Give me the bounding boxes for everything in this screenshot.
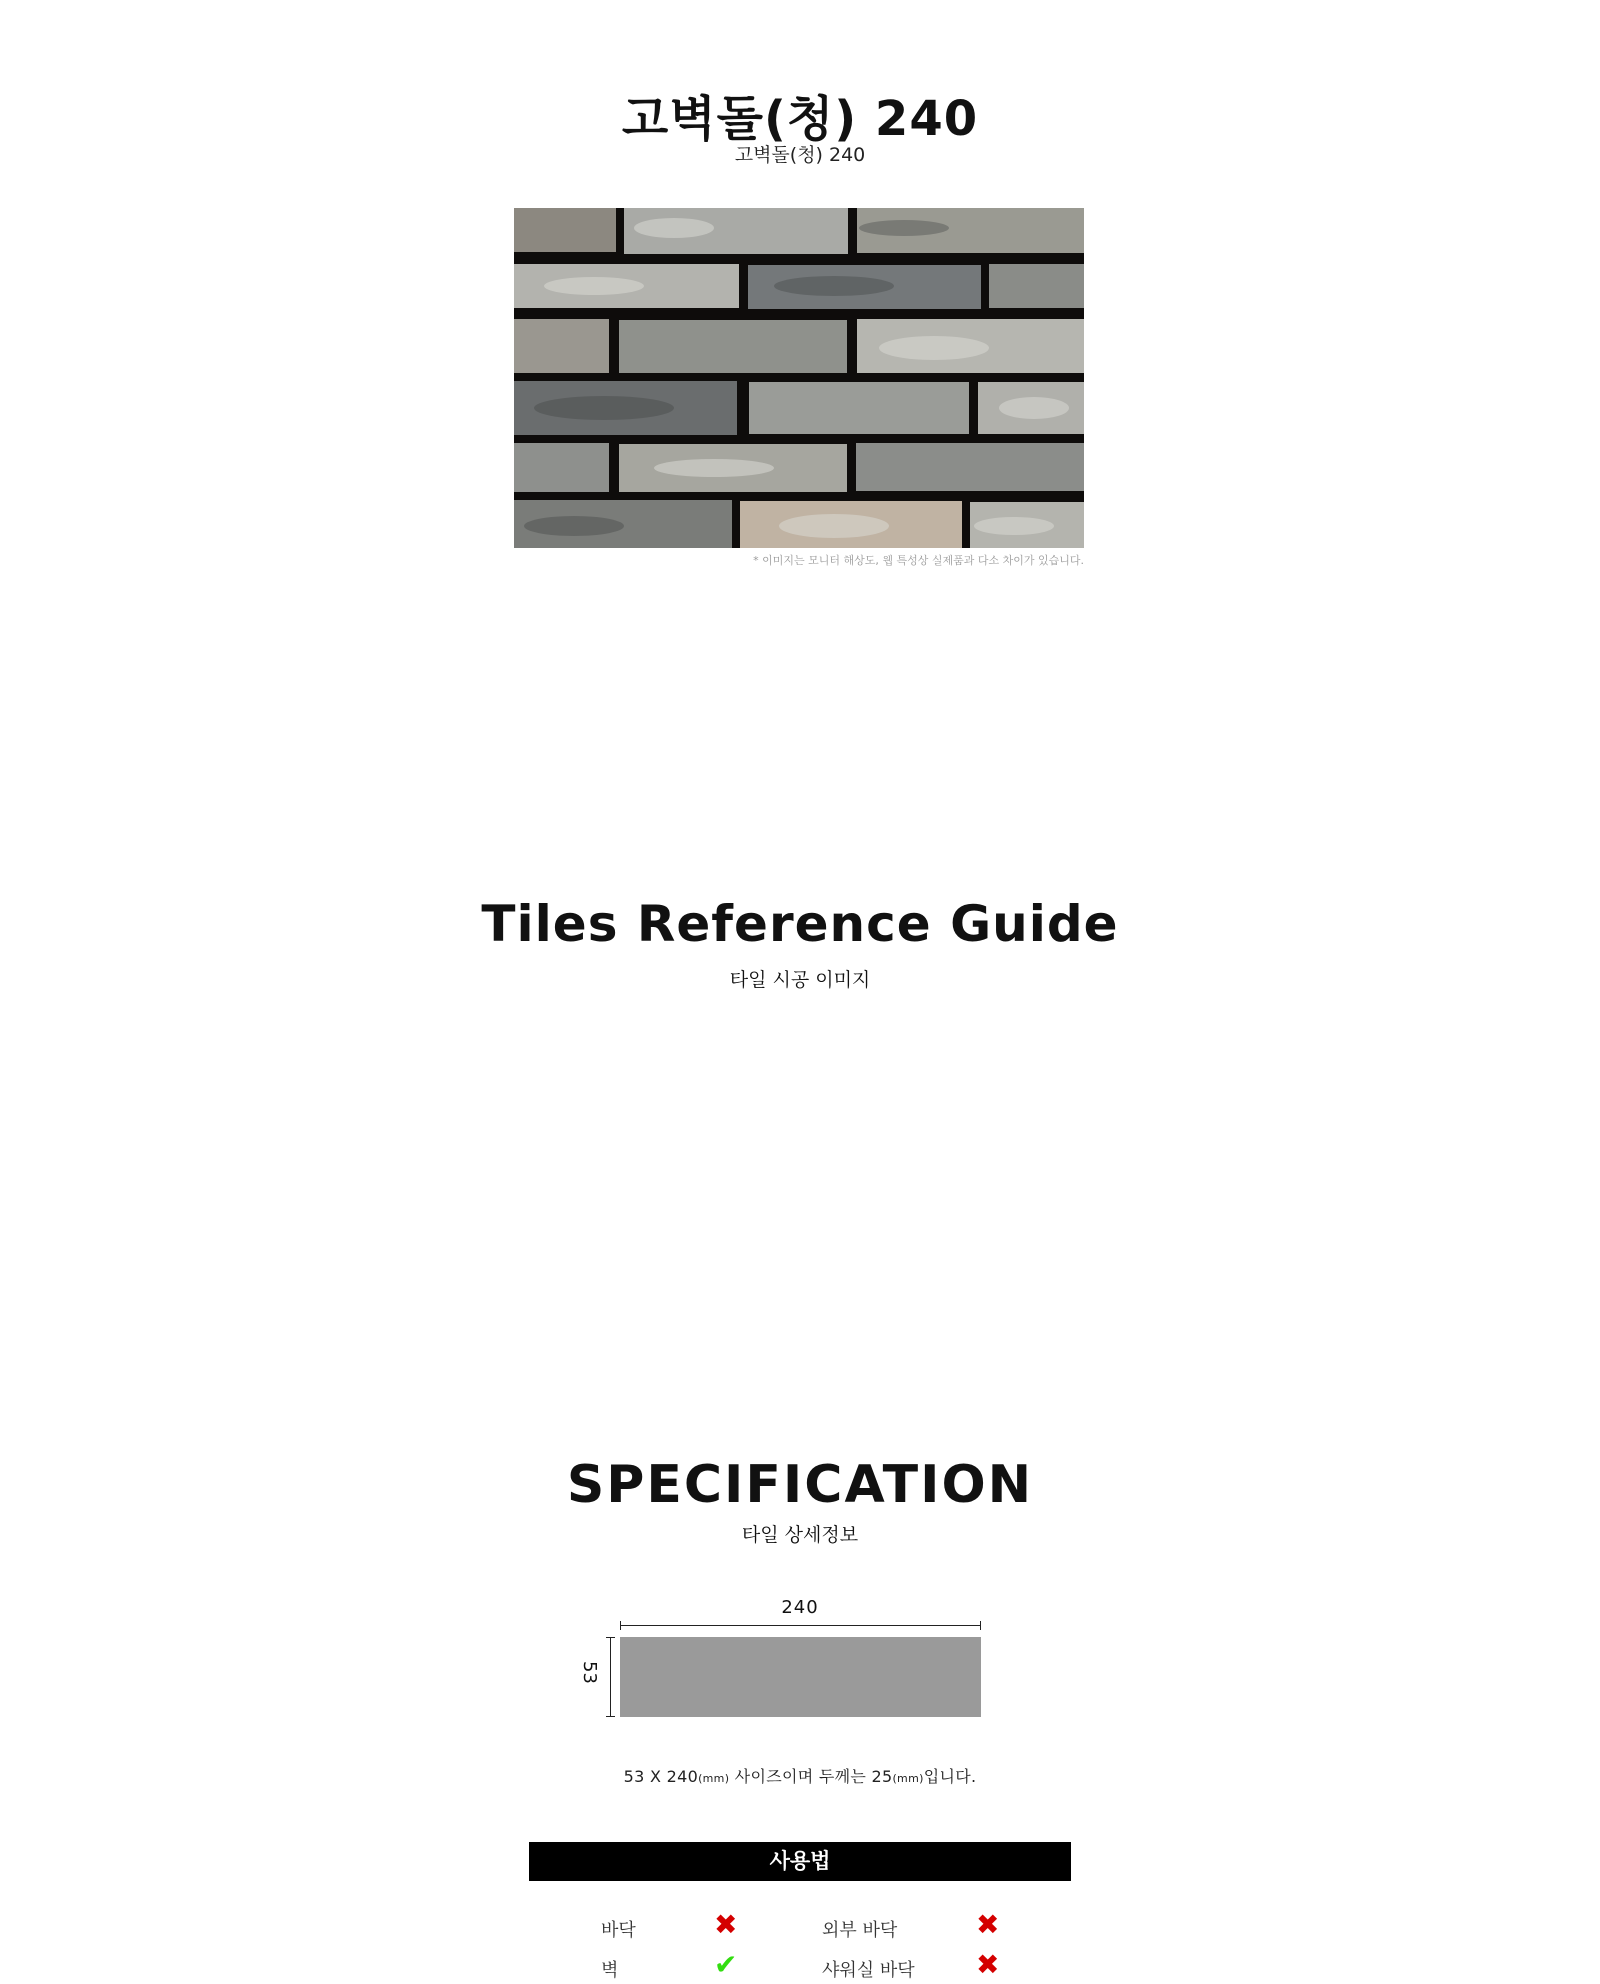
usage-label-shower-floor: 샤워실 바닥 (822, 1960, 915, 1981)
usage-heading: 사용법 (529, 1842, 1071, 1881)
usage-label-exterior-floor: 외부 바닥 (822, 1920, 898, 1941)
spec-title: SPECIFICATION (566, 1455, 1034, 1515)
width-dimension-line (620, 1625, 980, 1626)
guide-title: Tiles Reference Guide (481, 895, 1119, 953)
spec-subtitle: 타일 상세정보 (741, 1524, 859, 1546)
width-dimension-tick-left (620, 1621, 621, 1630)
tile-width-label: 240 (781, 1597, 819, 1618)
usage-label-wall: 벽 (601, 1960, 619, 1981)
width-dimension-tick-right (980, 1621, 981, 1630)
tile-size-diagram (620, 1637, 981, 1717)
tile-height-label: 53 (578, 1661, 600, 1684)
usage-label-floor: 바닥 (601, 1920, 636, 1941)
product-photo (514, 208, 1084, 548)
not-allowed-icon: ✖ (976, 1948, 1000, 1981)
size-note-unit: (mm) (698, 1772, 730, 1785)
not-allowed-icon: ✖ (976, 1908, 1000, 1941)
height-dimension-tick-top (606, 1637, 615, 1638)
size-note-unit-2: (mm) (892, 1772, 924, 1785)
product-subtitle: 고벽돌(청) 240 (734, 144, 866, 166)
not-allowed-icon: ✖ (714, 1908, 738, 1941)
allowed-check-icon: ✔ (714, 1948, 738, 1981)
guide-subtitle: 타일 시공 이미지 (729, 969, 871, 991)
size-note (0, 1764, 1600, 1787)
size-note-end: 입니다. (923, 1767, 977, 1786)
height-dimension-tick-bottom (606, 1716, 615, 1717)
size-note-dimensions: 53 X 240 (623, 1767, 699, 1786)
product-title: 고벽돌(청) 240 (621, 91, 979, 147)
height-dimension-line (610, 1637, 611, 1717)
photo-disclaimer: * 이미지는 모니터 해상도, 웹 특성상 실제품과 다소 차이가 있습니다. (753, 554, 1084, 567)
size-note-thickness: 사이즈이며 두께는 25 (729, 1767, 893, 1786)
